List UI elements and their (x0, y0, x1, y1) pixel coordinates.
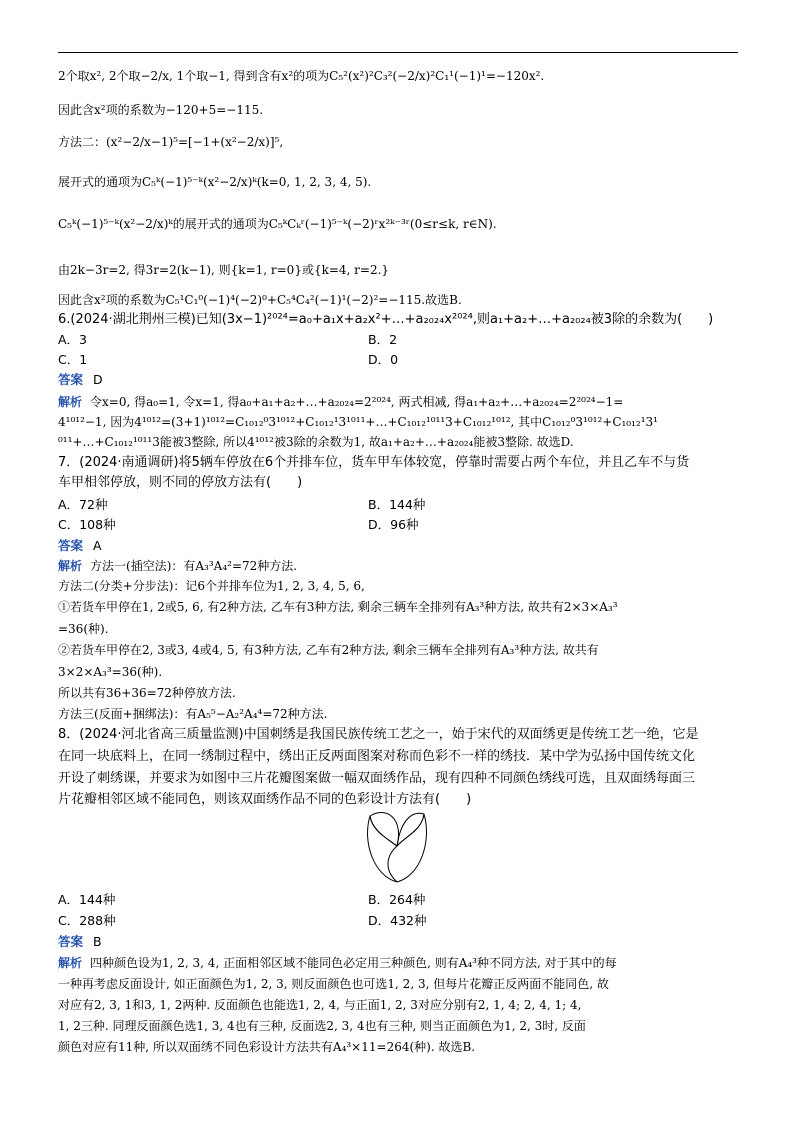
q8-option-d: D．432种 (368, 913, 427, 928)
q6-option-b: B．2 (368, 332, 398, 347)
solution-text: 方法一(插空法)：有A₃³A₄²=72种方法. (90, 559, 298, 573)
header-rule (58, 52, 738, 53)
solution-line: 因此含x²项的系数为−120+5=−115. (58, 103, 264, 117)
q7-solution-line: 3×2×A₃³=36(种). (58, 665, 163, 679)
answer-label: 答案 (58, 538, 84, 553)
solution-line: C₅ᵏ(−1)⁵⁻ᵏ(x²−2/x)ᵏ的展开式的通项为C₅ᵏCₖʳ(−1)⁵⁻ᵏ(−2)ʳx²ᵏ⁻³ʳ(0≤r≤k, r∈N). (58, 217, 497, 231)
question-8-text: 在同一块底料上，在同一绣制过程中，绣出正反两面图案对称而色彩不一样的绣技．某中学为弘扬中国传统文化 (58, 749, 696, 764)
q7-solution-line: 方法三(反面+捆绑法)：有A₅⁵−A₂²A₄⁴=72种方法. (58, 707, 328, 721)
answer-value: D (93, 372, 103, 387)
q6-option-a: A．3 (58, 332, 88, 347)
q8-option-c: C．288种 (58, 913, 116, 928)
q7-option-d: D．96种 (368, 517, 419, 532)
answer-label: 答案 (58, 372, 84, 387)
solution-line: 2个取x², 2个取−2/x, 1个取−1, 得到含有x²的项为C₅²(x²)²C₃²(−2/x)²C₁¹(−1)¹=−120x². (58, 69, 545, 83)
petal-right (397, 813, 424, 846)
answer-value: A (93, 538, 102, 553)
petal-divider (388, 846, 397, 882)
q7-option-c: C．108种 (58, 517, 116, 532)
solution-line: 由2k−3r=2, 得3r=2(k−1), 则{k=1, r=0}或{k=4, r=2.} (58, 263, 390, 277)
question-7-text: 7．(2024·南通调研)将5辆车停放在6个并排车位，货车甲车体较宽，停靠时需要占两个车位，并且乙车不与货 (58, 455, 690, 470)
q7-option-b: B．144种 (368, 497, 426, 512)
petal-left (370, 813, 399, 846)
q7-solution-line: ②若货车甲停在2, 3或3, 4或4, 5, 有3种方法, 乙车有2种方法, 剩余三辆车全排列有A₃³种方法, 故共有 (58, 643, 599, 657)
solution-label: 解析 (58, 559, 83, 573)
q8-solution-line (58, 955, 742, 971)
solution-text: 四种颜色设为1, 2, 3, 4, 正面相邻区域不能同色必定用三种颜色, 则有A₄³种不同方法, 对于其中的每 (90, 956, 617, 970)
q8-solution-line: 对应有2, 3, 1和3, 1, 2两种. 反面颜色也能选1, 2, 4, 与正面1, 2, 3对应分别有2, 1, 4; 2, 4, 1; 4, (58, 998, 582, 1012)
three-petal-flower-figure (356, 806, 438, 886)
question-7-text: 车甲相邻停放，则不同的停放方法有( ) (58, 475, 303, 490)
question-8-text: 片花瓣相邻区域不能同色，则该双面绣作品不同的色彩设计方法有( ) (58, 792, 472, 807)
q6-solution-line: ⁰¹¹+…+C₁₀₁₂¹⁰¹¹3能被3整除, 所以4¹⁰¹²被3除的余数为1, 故a₁+a₂+…+a₂₀₂₄能被3整除. 故选D. (58, 435, 574, 449)
answer-value: B (93, 934, 102, 949)
q8-solution-line: 一种再考虑反面设计, 如正面颜色为1, 2, 3, 则反面颜色也可选1, 2, 3, 但每片花瓣正反两面不能同色, 故 (58, 977, 609, 991)
q8-option-b: B．264种 (368, 892, 426, 907)
q6-option-d: D．0 (368, 352, 399, 367)
q6-answer (58, 372, 742, 388)
answer-label: 答案 (58, 934, 84, 949)
q7-solution-line (58, 558, 742, 574)
solution-label: 解析 (58, 395, 83, 409)
solution-line: 方法二：(x²−2/x−1)⁵=[−1+(x²−2/x)]⁵, (58, 135, 284, 149)
q8-solution-line: 颜色对应有11种, 所以双面绣不同色彩设计方法共有A₄³×11=264(种). 故选B. (58, 1040, 476, 1054)
q8-solution-line: 1, 2三种. 同理反面颜色选1, 3, 4也有三种, 反面选2, 3, 4也有三种, 则当正面颜色为1, 2, 3时, 反面 (58, 1019, 586, 1033)
q6-option-c: C．1 (58, 352, 88, 367)
solution-line: 展开式的通项为C₅ᵏ(−1)⁵⁻ᵏ(x²−2/x)ᵏ(k=0, 1, 2, 3, 4, 5). (58, 175, 372, 189)
q7-solution-line: =36(种). (58, 622, 109, 636)
q7-answer (58, 538, 742, 554)
solution-line: 因此含x²项的系数为C₅¹C₁⁰(−1)⁴(−2)⁰+C₅⁴C₄²(−1)¹(−2)²=−115.故选B. (58, 293, 462, 307)
q8-option-a: A．144种 (58, 892, 116, 907)
q7-solution-line: 所以共有36+36=72种停放方法. (58, 686, 236, 700)
question-8-text: 8．(2024·河北省高三质量监测)中国刺绣是我国民族传统工艺之一，始于宋代的双面绣更是传统工艺一绝，它是 (58, 727, 699, 742)
solution-label: 解析 (58, 956, 83, 970)
q7-option-a: A．72种 (58, 497, 108, 512)
q7-solution-line: ①若货车甲停在1, 2或5, 6, 有2种方法, 乙车有3种方法, 剩余三辆车全排列有A₃³种方法, 故共有2×3×A₃³ (58, 600, 618, 614)
q6-solution-line: 4¹⁰¹²−1, 因为4¹⁰¹²=(3+1)¹⁰¹²=C₁₀₁₂⁰3¹⁰¹²+C₁₀₁₂¹3¹⁰¹¹+…+C₁₀₁₂¹⁰¹¹3+C₁₀₁₂¹⁰¹², 其中C₁₀₁₂⁰3¹⁰¹²+C₁₀₁₂¹3¹ (58, 415, 658, 429)
q7-solution-line: 方法二(分类+分步法)：记6个并排车位为1, 2, 3, 4, 5, 6, (58, 579, 365, 593)
question-6-text: 6.(2024·湖北荆州三模)已知(3x−1)²⁰²⁴=a₀+a₁x+a₂x²+…+a₂₀₂₄x²⁰²⁴,则a₁+a₂+…+a₂₀₂₄被3除的余数为( ) (58, 312, 714, 327)
q8-answer (58, 934, 742, 950)
question-8-text: 开设了刺绣课，并要求为如图中三片花瓣图案做一幅双面绣作品，现有四种不同颜色绣线可选，且双面绣每面三 (58, 771, 696, 786)
q6-solution-line (58, 394, 742, 410)
solution-text: 令x=0, 得a₀=1, 令x=1, 得a₀+a₁+a₂+…+a₂₀₂₄=2²⁰²⁴, 两式相减, 得a₁+a₂+…+a₂₀₂₄=2²⁰²⁴−1= (90, 395, 624, 409)
